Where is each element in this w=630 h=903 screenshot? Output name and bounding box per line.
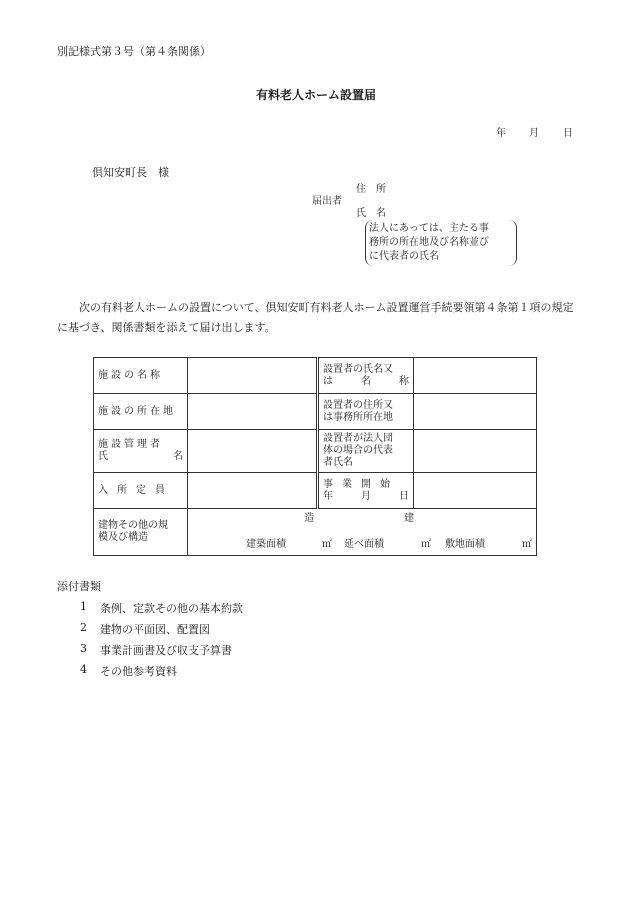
date-day: 日 bbox=[563, 128, 573, 139]
installer-name-label: 設置者の氏名又 は 名 称 bbox=[318, 358, 414, 394]
floor-area-label: 延べ面積 bbox=[344, 539, 384, 550]
facility-location-value[interactable] bbox=[188, 394, 318, 430]
applicant-label: 届出者 bbox=[312, 196, 342, 207]
building-label: 建物その他の規 模及び構造 bbox=[94, 509, 188, 556]
start-date-label: 事業開始 年 月 日 bbox=[318, 473, 414, 509]
form-number: 別記様式第３号（第４条関係） bbox=[57, 45, 211, 58]
facility-name-label: 施設の名称 bbox=[94, 358, 188, 394]
installer-address-label: 設置者の住所又 は事務所所在地 bbox=[318, 394, 414, 430]
body-text: 次の有料老人ホームの設置について、倶知安町有料老人ホーム設置運営手続要領第４条第１項の規定に基づき、関係書類を添えて届け出します。 bbox=[57, 301, 574, 334]
structure-b: 建 bbox=[404, 513, 414, 524]
list-item: 2 建物の平面図、配置図 bbox=[80, 621, 210, 636]
list-item: 1 条例、定款その他の基本約款 bbox=[80, 600, 243, 615]
application-table bbox=[93, 357, 537, 556]
attachments-list bbox=[80, 600, 243, 684]
building-area-label: 建築面積 bbox=[246, 539, 286, 550]
facility-name-value[interactable] bbox=[188, 358, 318, 394]
facility-manager-label: 施設管理者 氏 名 bbox=[94, 430, 188, 473]
installer-address-value[interactable] bbox=[414, 394, 537, 430]
start-date-value[interactable] bbox=[414, 473, 537, 509]
addressee: 倶知安町長 様 bbox=[92, 166, 169, 179]
facility-location-label: 施設の所在地 bbox=[94, 394, 188, 430]
structure-a: 造 bbox=[304, 513, 314, 524]
name-label: 氏 名 bbox=[356, 208, 386, 219]
representative-value[interactable] bbox=[414, 430, 537, 473]
address-label: 住 所 bbox=[356, 184, 386, 195]
representative-label: 設置者が法人団 体の場合の代表 者氏名 bbox=[318, 430, 414, 473]
attachments-heading: 添付書類 bbox=[57, 580, 101, 593]
list-item: 4 その他参考資料 bbox=[80, 663, 177, 678]
note-line: 法人にあっては、主たる事 bbox=[369, 223, 489, 234]
unit-label: ㎡ bbox=[421, 539, 431, 550]
note-line: に代表者の氏名 bbox=[369, 251, 439, 262]
unit-label: ㎡ bbox=[322, 539, 332, 550]
unit-label: ㎡ bbox=[522, 539, 532, 550]
list-item: 3 事業計画書及び収支予算書 bbox=[80, 642, 232, 657]
date-year: 年 bbox=[496, 128, 506, 139]
capacity-label: 入所定員 bbox=[94, 473, 188, 509]
building-value[interactable] bbox=[188, 509, 537, 556]
facility-manager-value[interactable] bbox=[188, 430, 318, 473]
document-title: 有料老人ホーム設置届 bbox=[256, 88, 377, 102]
site-area-label: 敷地面積 bbox=[445, 539, 485, 550]
date-month: 月 bbox=[529, 128, 539, 139]
applicant-note bbox=[369, 222, 489, 264]
note-line: 務所の所在地及び名称並び bbox=[369, 237, 489, 248]
installer-name-value[interactable] bbox=[414, 358, 537, 394]
capacity-value[interactable] bbox=[188, 473, 318, 509]
